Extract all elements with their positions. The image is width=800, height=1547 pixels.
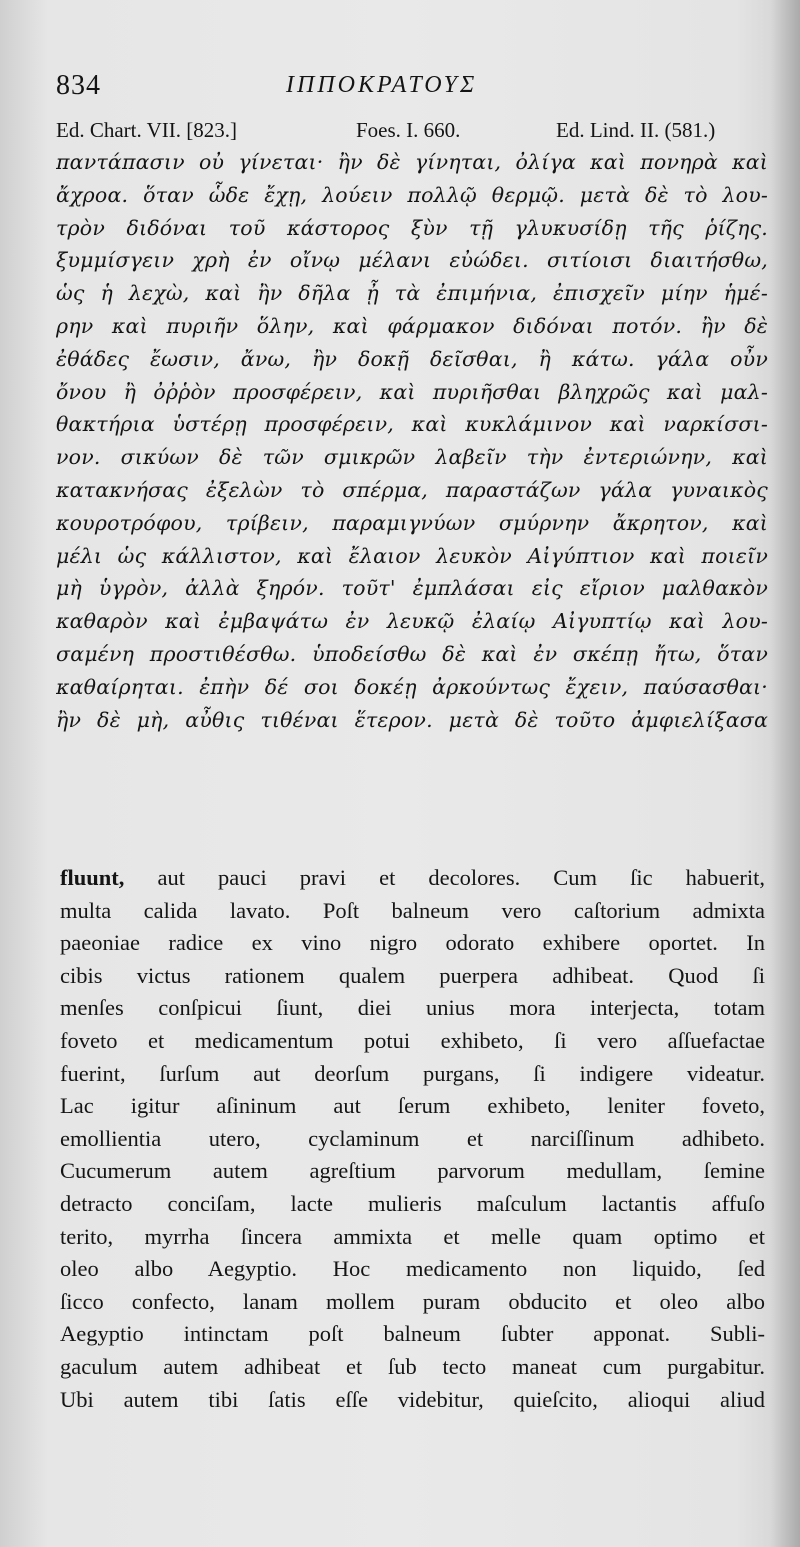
greek-line: ὡς ἡ λεχὼ, καὶ ἢν δῆλα ᾖ τὰ ἐπιμήνια, ἐπισχεῖν μίην ἡμέ- xyxy=(56,281,768,306)
greek-line: ξυμμίσγειν χρὴ ἐν οἴνῳ μέλανι εὐώδει. σιτίοισι διαιτήσθω, xyxy=(56,248,768,273)
greek-line: τρὸν διδόναι τοῦ κάστορος ξὺν τῇ γλυκυσίδῃ τῆς ῥίζης. xyxy=(56,215,768,240)
latin-translation-block xyxy=(60,862,765,1416)
greek-line: κουροτρόφου, τρίβειν, παραμιγνύων σμύρνην ἄκρητον, καὶ xyxy=(56,510,768,535)
latin-line: foveto et medicamentum potui exhibeto, ſi vero aſſuefactae xyxy=(60,1027,765,1053)
page-number: 834 xyxy=(56,70,101,101)
greek-line: σαμένη προστιθέσθω. ὑποδείσθω δὲ καὶ ἐν σκέπῃ ἤτω, ὅταν xyxy=(56,641,768,666)
latin-line: Aegyptio intinctam poſt balneum ſubter apponat. Subli- xyxy=(60,1321,765,1347)
greek-line: ἐθάδες ἔωσιν, ἄνω, ἢν δοκῇ δεῖσθαι, ἢ κάτω. γάλα οὖν xyxy=(56,346,768,371)
greek-line: καθαίρηται. ἐπὴν δέ σοι δοκέῃ ἀρκούντως ἔχειν, παύσασθαι· xyxy=(56,674,768,699)
latin-line: ſicco confecto, lanam mollem puram obducito et oleo albo xyxy=(60,1288,765,1314)
latin-line: detracto conciſam, lacte mulieris maſculum lactantis affuſo xyxy=(60,1190,765,1216)
latin-line: fuerint, ſurſum aut deorſum purgans, ſi indigere videatur. xyxy=(60,1060,765,1086)
greek-line: νον. σικύων δὲ τῶν σμικρῶν λαβεῖν τὴν ἐντεριώνην, καὶ xyxy=(56,445,768,470)
latin-line: Ubi autem tibi ſatis eſſe videbitur, quieſcito, alioqui aliud xyxy=(60,1386,765,1412)
latin-line: paeoniae radice ex vino nigro odorato exhibere oportet. In xyxy=(60,930,765,956)
greek-line: κατακνήσας ἐξελὼν τὸ σπέρμα, παραστάζων γάλα γυναικὸς xyxy=(56,477,768,502)
running-title: ΙΠΠΟΚΡΑΤΟΥΣ xyxy=(286,72,478,98)
greek-line: ἢν δὲ μὴ, αὖθις τιθέναι ἕτερον. μετὰ δὲ τοῦτο ἀμφιελίξασα xyxy=(56,707,768,732)
page-edge-shadow xyxy=(770,0,800,1547)
latin-line: Lac igitur aſininum aut ſerum exhibeto, leniter foveto, xyxy=(60,1093,765,1119)
edition-chartier: Ed. Chart. VII. [823.] xyxy=(56,118,237,142)
latin-line: Cucumerum autem agreſtium parvorum medullam, ſemine xyxy=(60,1158,765,1184)
latin-line: terito, myrrha ſincera ammixta et melle quam optimo et xyxy=(60,1223,765,1249)
edition-references xyxy=(56,118,766,148)
greek-line: θακτήρια ὑστέρῃ προσφέρειν, καὶ κυκλάμινον καὶ ναρκίσσι- xyxy=(56,412,768,437)
greek-line: ρην καὶ πυριῆν ὅλην, καὶ φάρμακον διδόναι ποτόν. ἢν δὲ xyxy=(56,313,768,338)
latin-line: fluunt, aut pauci pravi et decolores. Cum ſic habuerit, xyxy=(60,865,765,890)
greek-text-block xyxy=(56,146,768,736)
latin-line: menſes conſpicui ſiunt, diei unius mora interjecta, totam xyxy=(60,995,765,1021)
greek-line: καθαρὸν καὶ ἐμβαψάτω ἐν λευκῷ ἐλαίῳ Αἰγυπτίῳ καὶ λου- xyxy=(56,609,768,634)
edition-linden: Ed. Lind. II. (581.) xyxy=(556,118,716,142)
latin-line: emollientia utero, cyclaminum et narciſſinum adhibeto. xyxy=(60,1125,765,1151)
edition-foes: Foes. I. 660. xyxy=(356,118,461,142)
greek-line: μὴ ὑγρὸν, ἀλλὰ ξηρόν. τοῦτ' ἐμπλάσαι εἰς εἴριον μαλθακὸν xyxy=(56,576,768,601)
greek-line: ἄχροα. ὅταν ὧδε ἔχῃ, λούειν πολλῷ θερμῷ. μετὰ δὲ τὸ λου- xyxy=(56,182,768,207)
latin-line: oleo albo Aegyptio. Hoc medicamento non liquido, ſed xyxy=(60,1256,765,1282)
greek-line: παντάπασιν οὐ γίνεται· ἢν δὲ γίνηται, ὀλίγα καὶ πονηρὰ καὶ xyxy=(56,150,768,174)
greek-line: μέλι ὡς κάλλιστον, καὶ ἔλαιον λευκὸν Αἰγύπτιον καὶ ποιεῖν xyxy=(56,543,768,568)
page-header xyxy=(56,70,746,110)
latin-line: gaculum autem adhibeat et ſub tecto maneat cum purgabitur. xyxy=(60,1353,765,1379)
greek-line: ὄνου ἢ ὀῤῥὸν προσφέρειν, καὶ πυριῆσθαι βληχρῶς καὶ μαλ- xyxy=(56,379,768,404)
latin-line: cibis victus rationem qualem puerpera adhibeat. Quod ſi xyxy=(60,962,765,988)
latin-line: multa calida lavato. Poſt balneum vero caſtorium admixta xyxy=(60,897,765,923)
